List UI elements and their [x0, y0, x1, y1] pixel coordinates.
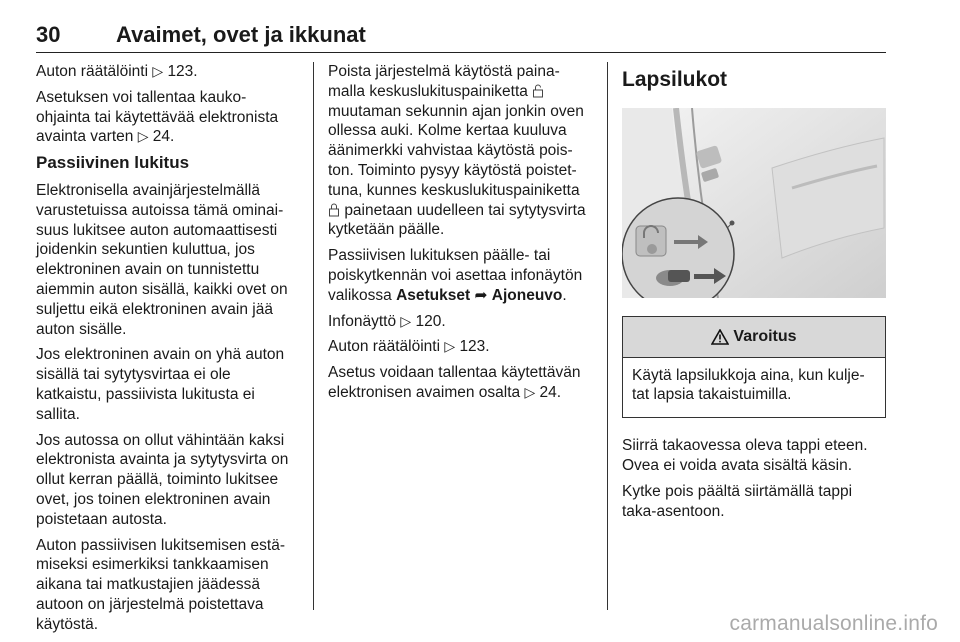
- paragraph-text: muutaman sekunnin ajan jonkin oven ollessa auki. Kolme kertaa kuuluva äänimerkki vahvistaa käytöstä pois-ton. Toiminto pysyy käytöstä poistet-tuna, kunnes keskuslukituspainiketta: [328, 102, 584, 199]
- column-divider: [607, 62, 608, 610]
- page-ref-arrow-icon: ▷: [444, 338, 456, 355]
- paragraph-text: Auton räätälöinti: [328, 338, 441, 356]
- paragraph: Elektronisella avainjärjestelmällä varustetuissa autoissa tämä ominai-suus lukitsee auton automaattisesti joidenkin sekuntien kuluttua, jos elektroninen avain on tunnistettu aiemmin auton sisällä, kaikki ovet on suljettu eikä elektroninen avain jää auton sisälle.: [36, 181, 288, 338]
- warning-title: Varoitus: [733, 327, 797, 345]
- page-ref[interactable]: 24.: [152, 128, 175, 146]
- paragraph: [328, 312, 594, 332]
- page-ref-arrow-icon: ▷: [400, 312, 412, 329]
- menu-path-item: Ajoneuvo: [491, 286, 563, 304]
- paragraph-text: Passiivisen lukituksen päälle- tai poiskytkennän voi asettaa infonäytön valikossa: [328, 247, 583, 304]
- menu-arrow-icon: ➦: [474, 286, 488, 304]
- page-header: [36, 22, 886, 50]
- lock-icon: [328, 203, 340, 217]
- page-ref-arrow-icon: ▷: [524, 383, 536, 400]
- warning-header: [623, 317, 885, 358]
- page-number: 30: [36, 22, 61, 47]
- warning-text: Käytä lapsilukkoja aina, kun kulje-tat lapsia takaistuimilla.: [632, 366, 865, 404]
- paragraph: Auton passiivisen lukitsemisen estä-miseksi esimerkiksi tankkaamisen aikana tai matkustajien jäädessä autoon on järjestelmä poistettava käytöstä.: [36, 536, 285, 633]
- child-lock-illustration: [622, 108, 886, 298]
- paragraph: Jos elektroninen avain on yhä auton sisällä tai sytytysvirtaa ei ole katkaistu, passiivista lukitusta ei sallita.: [36, 346, 285, 423]
- unlock-icon: [532, 84, 544, 98]
- warning-box: [622, 316, 886, 419]
- page-ref[interactable]: 24.: [539, 383, 562, 401]
- paragraph: [328, 62, 594, 240]
- column-divider: [313, 62, 314, 610]
- paragraph: [328, 337, 594, 357]
- paragraph: Kytke pois päältä siirtämällä tappi taka-asentoon.: [622, 482, 853, 520]
- page-ref[interactable]: 120.: [415, 312, 446, 330]
- column-1: [36, 62, 300, 641]
- warning-triangle-icon: [711, 329, 729, 345]
- page-ref-arrow-icon: ▷: [152, 63, 164, 79]
- paragraph: [36, 88, 300, 147]
- page-ref-arrow-icon: ▷: [137, 128, 149, 145]
- paragraph: Passiivisen lukituksen päälle- tai poiskytkennän voi asettaa infonäytön valikossa Asetukset ➦ Ajoneuvo.: [328, 247, 583, 304]
- page-ref[interactable]: 123.: [459, 338, 490, 356]
- paragraph: Siirrä takaovessa oleva tappi eteen. Ovea ei voida avata sisältä käsin.: [622, 437, 868, 474]
- paragraph-text: Poista järjestelmä käytöstä paina-malla keskuslukituspainiketta: [328, 63, 560, 100]
- paragraph-text: Auton räätälöinti: [36, 63, 149, 80]
- paragraph-text: Asetus voidaan tallentaa käytettävän elektronisen avaimen osalta: [328, 364, 581, 401]
- column-2: [328, 62, 594, 409]
- paragraph-text: Asetuksen voi tallentaa kauko-ohjainta tai käytettävää elektronista avainta varten: [36, 88, 279, 146]
- section-heading: Lapsilukot: [622, 68, 728, 91]
- watermark: carmanualsonline.info: [729, 612, 938, 635]
- column-3: [622, 62, 888, 527]
- paragraph: [36, 62, 300, 82]
- paragraph: [328, 363, 594, 403]
- header-divider: [36, 52, 886, 53]
- menu-path-item: Asetukset: [396, 286, 471, 304]
- page-title: Avaimet, ovet ja ikkunat: [116, 22, 366, 47]
- page-ref[interactable]: 123.: [167, 63, 198, 80]
- paragraph: Jos autossa on ollut vähintään kaksi elektronista avainta ja sytytysvirta on ollut kerran päällä, toiminto lukitsee ovet, jos toinen elektroninen avain poistetaan autosta.: [36, 431, 289, 528]
- paragraph-text: painetaan uudelleen tai sytytysvirta kytketään päälle.: [328, 201, 586, 239]
- section-heading: Passiivinen lukitus: [36, 153, 190, 173]
- paragraph-text: Infonäyttö: [328, 312, 397, 330]
